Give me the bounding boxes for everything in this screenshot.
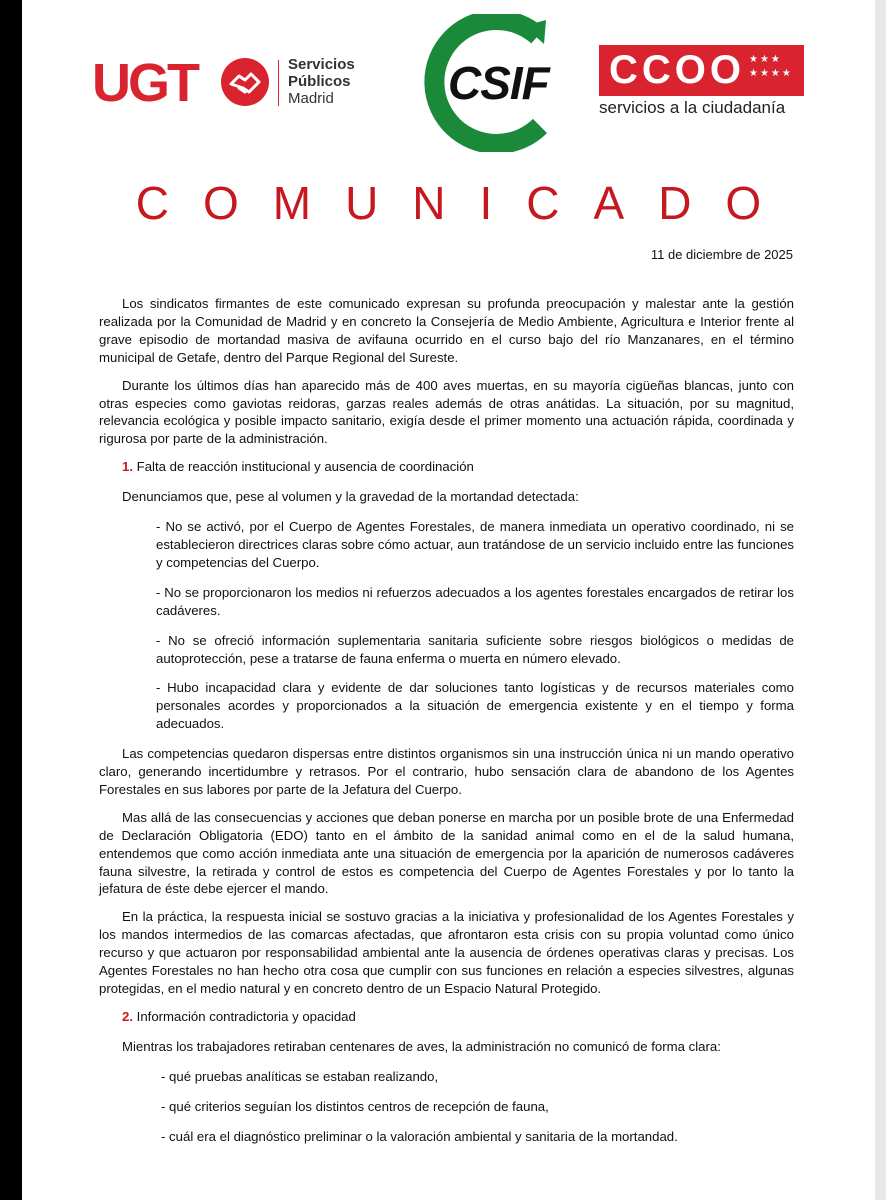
section-title: Falta de reacción institucional y ausencia de coordinación xyxy=(136,459,474,475)
section-intro: Denunciamos que, pese al volumen y la gravedad de la mortandad detectada: xyxy=(122,489,579,505)
list-item: - No se activó, por el Cuerpo de Agentes Forestales, de manera inmediata un operativo coordinado, ni se establecieron directrices claras sobre cómo actuar, aun tratándose de un servicio incluido entre las funciones y competencias del Cuerpo. xyxy=(156,519,794,570)
ugt-line3: Madrid xyxy=(288,90,334,107)
document-page xyxy=(22,0,875,1200)
handshake-icon xyxy=(221,58,269,106)
ccoo-logo xyxy=(599,45,804,96)
paragraph: Los sindicatos firmantes de este comunicado expresan su profunda preocupación y malestar ante la gestión realizada por la Comunidad de Madrid y en concreto la Consejería de Medio Ambiente, Agricultura e Interior frente al grave episodio de mortandad masiva de avifauna ocurrido en el curso bajo del río Manzanares, en el término municipal de Getafe, dentro del Parque Regional del Sureste. xyxy=(99,296,794,365)
paragraph: En la práctica, la respuesta inicial se sostuvo gracias a la iniciativa y profesionalidad de los Agentes Forestales y los mandos intermedios de las comarcas afectadas, que afrontaron esta crisis con su propia voluntad como único recurso y que actuaron por responsabilidad ambiental ante la ausencia de órdenes operativas claras y precisas. Los Agentes Forestales no han hecho otra cosa que cumplir con sus funciones en relación a especies silvestres, algunas protegidas, en el medio natural y en concreto dentro de un Espacio Natural Protegido. xyxy=(99,909,794,996)
stars-icon: ★★★ ★★★★ xyxy=(749,54,793,79)
ugt-wordmark: UGT xyxy=(92,53,197,113)
ccoo-wordmark: CCOO xyxy=(609,48,745,92)
section-title: Información contradictoria y opacidad xyxy=(136,1008,356,1024)
section-intro: Mientras los trabajadores retiraban centenares de aves, la administración no comunicó de forma clara: xyxy=(122,1038,721,1054)
page-title: COMUNICADO xyxy=(135,177,796,229)
paragraph: Mas allá de las consecuencias y acciones que deban ponerse en marcha por un posible brote de una Enfermedad de Declaración Obligatoria (EDO) tanto en el ámbito de la sanidad animal como en el de la salud humana, entendemos que como acción inmediata ante una situación de emergencia por la aparición de numerosos cadáveres fauna silvestre, la retirada y control de estos es competencia del Cuerpo de Agentes Forestales y por lo tanto la jefatura de éste debe ejercer el mando. xyxy=(99,809,794,897)
paragraph: Las competencias quedaron dispersas entre distintos organismos sin una instrucción única ni un mando operativo claro, generando incertidumbre y retrasos. Por el contrario, hubo sensación clara de abandono de los Agentes Forestales en sus labores por parte de la Jefatura del Cuerpo. xyxy=(99,746,794,797)
section-number: 2. xyxy=(122,1008,133,1024)
csif-wordmark: CSIF xyxy=(448,57,549,109)
ugt-line2: Públicos xyxy=(288,73,351,90)
list-item: - No se proporcionaron los medios ni refuerzos adecuados a los agentes forestales encargados de retirar los cadáveres. xyxy=(156,584,794,618)
ugt-logo xyxy=(92,53,355,116)
list-item: - qué pruebas analíticas se estaban realizando, xyxy=(161,1068,439,1084)
list-item: - Hubo incapacidad clara y evidente de dar soluciones tanto logísticas y de recursos materiales como personales acordes y proporcionados a la situación de emergencia existente y en el tiempo y forma adecuados. xyxy=(156,680,794,732)
section-number: 1. xyxy=(122,459,133,475)
ccoo-subtitle: servicios a la ciudadanía xyxy=(599,98,786,117)
section-heading xyxy=(122,458,794,476)
ugt-separator xyxy=(278,60,279,106)
section-heading xyxy=(122,1008,794,1026)
document-date: 11 de diciembre de 2025 xyxy=(650,247,793,262)
paragraph: Durante los últimos días han aparecido más de 400 aves muertas, en su mayoría cigüeñas blancas, junto con otras especies como gaviotas reidoras, garzas reales además de otras anátidas. La situación, por su magnitud, relevancia ecológica y posible impacto sanitario, exigía desde el primer momento una actuación rápida, coordinada y rigurosa por parte de la administración. xyxy=(99,377,794,447)
list-item: - cuál era el diagnóstico preliminar o la valoración ambiental y sanitaria de la mortandad. xyxy=(161,1128,678,1144)
scrollbar-track[interactable] xyxy=(875,0,886,1200)
list-item: - qué criterios seguían los distintos centros de recepción de fauna, xyxy=(161,1098,549,1114)
list-item: - No se ofreció información suplementaria sanitaria suficiente sobre riesgos biológicos o medidas de autoprotección, pese a tratarse de fauna enferma o muerta en número elevado. xyxy=(156,632,794,666)
ugt-text xyxy=(288,56,355,107)
document-body xyxy=(99,295,794,1157)
ugt-line1: Servicios xyxy=(288,56,355,73)
